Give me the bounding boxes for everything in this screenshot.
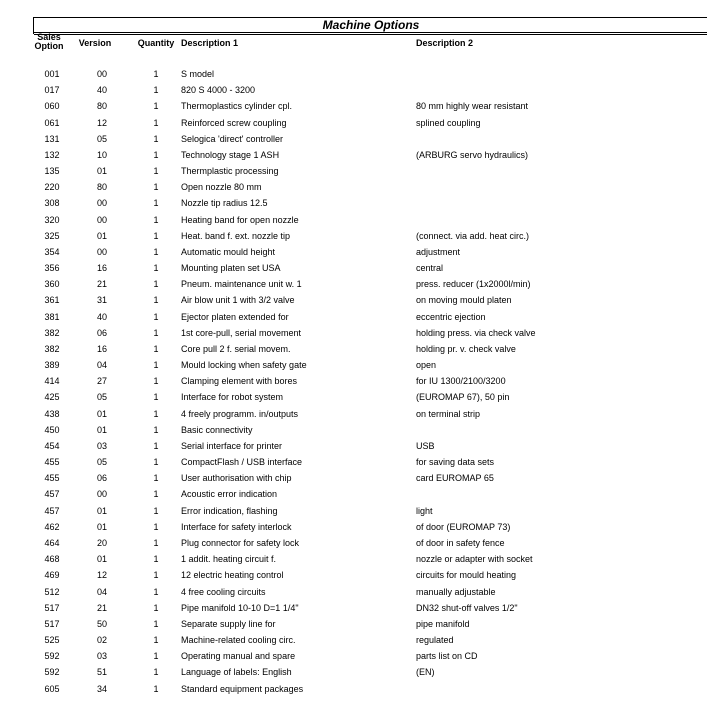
description-1-cell: S model: [181, 69, 215, 79]
table-row: [0, 535, 707, 551]
table-row: [0, 406, 707, 422]
page-title-text: Machine Options: [322, 18, 420, 32]
description-1-cell: Ejector platen extended for: [181, 311, 289, 322]
sales-option-cell: 308: [44, 198, 60, 209]
sales-option-cell: 325: [44, 230, 60, 241]
description-2-cell: (EN): [416, 667, 435, 678]
description-2-cell: press. reducer (1x2000l/min): [416, 279, 531, 290]
sales-option-cell: 517: [44, 618, 60, 629]
quantity-cell: 1: [153, 440, 159, 451]
version-cell: 80: [96, 101, 107, 112]
version-cell: 21: [96, 279, 107, 290]
description-2-cell: circuits for mould heating: [416, 570, 517, 581]
description-2-cell: light: [416, 505, 433, 516]
sales-option-cell: 354: [44, 246, 60, 257]
description-1-cell: Technology stage 1 ASH: [181, 149, 280, 160]
sales-option-cell: 382: [44, 327, 60, 338]
table-row: [0, 664, 707, 680]
description-1-cell: 4 freely programm. in/outputs: [181, 408, 299, 419]
version-cell: 04: [96, 360, 107, 371]
table-row: [0, 551, 707, 567]
sales-option-cell: 414: [44, 376, 60, 387]
table-row: [0, 115, 707, 131]
description-1-cell: Interface for robot system: [181, 392, 284, 403]
version-cell: 02: [96, 635, 107, 646]
version-cell: 01: [96, 166, 107, 177]
description-1-cell: 1st core-pull, serial movement: [181, 327, 302, 338]
description-1-cell: Mounting platen set USA: [181, 263, 281, 274]
version-cell: 01: [96, 424, 107, 435]
table-row: [0, 373, 707, 389]
version-cell: 00: [96, 214, 107, 225]
description-2-cell: open: [416, 360, 437, 371]
description-1-cell: Language of labels: English: [181, 667, 292, 678]
description-1-cell: Pneum. maintenance unit w. 1: [181, 279, 302, 290]
table-row: [0, 131, 707, 147]
quantity-cell: 1: [153, 683, 159, 694]
description-2-cell: DN32 shut-off valves 1/2": [416, 602, 518, 613]
table-row: [0, 66, 707, 82]
version-cell: 12: [96, 570, 107, 581]
description-1-cell: Operating manual and spare: [181, 651, 296, 662]
quantity-cell: 1: [153, 554, 159, 565]
table-row: [0, 244, 707, 260]
version-cell: 12: [96, 117, 107, 128]
description-2-cell: (ARBURG servo hydraulics): [416, 149, 529, 160]
description-1-cell: Separate supply line for: [181, 618, 276, 629]
sales-option-cell: 001: [44, 69, 60, 79]
quantity-cell: 1: [153, 149, 159, 160]
quantity-cell: 1: [153, 473, 159, 484]
quantity-cell: 1: [153, 311, 159, 322]
description-1-cell: Standard equipment packages: [181, 683, 304, 694]
quantity-cell: 1: [153, 230, 159, 241]
description-1-cell: Nozzle tip radius 12.5: [181, 198, 268, 209]
title-rule-top: [34, 32, 707, 33]
table-row: [0, 195, 707, 211]
version-cell: 20: [96, 537, 107, 548]
description-2-cell: central: [416, 263, 444, 274]
version-cell: 50: [96, 618, 107, 629]
description-2-cell: splined coupling: [416, 117, 481, 128]
header-description-2: Description 2: [416, 38, 474, 48]
version-cell: 10: [96, 149, 107, 160]
version-cell: 16: [96, 343, 107, 354]
version-cell: 04: [96, 586, 107, 597]
description-1-cell: 4 free cooling circuits: [181, 586, 266, 597]
description-1-cell: Basic connectivity: [181, 424, 253, 435]
description-1-cell: Interface for safety interlock: [181, 521, 292, 532]
table-row: [0, 470, 707, 486]
sales-option-cell: 438: [44, 408, 60, 419]
version-cell: 21: [96, 602, 107, 613]
description-1-cell: Plug connector for safety lock: [181, 537, 300, 548]
quantity-cell: 1: [153, 343, 159, 354]
sales-option-cell: 512: [44, 586, 60, 597]
sales-option-cell: 132: [44, 149, 60, 160]
version-cell: 27: [96, 376, 107, 387]
sales-option-cell: 135: [44, 166, 60, 177]
sales-option-cell: 361: [44, 295, 60, 306]
header-description-1: Description 1: [181, 38, 239, 48]
version-cell: 03: [96, 651, 107, 662]
table-row: [0, 292, 707, 308]
quantity-cell: 1: [153, 376, 159, 387]
sales-option-cell: 320: [44, 214, 60, 225]
sales-option-cell: 462: [44, 521, 60, 532]
sales-option-cell: 525: [44, 635, 60, 646]
table-row: [0, 147, 707, 163]
header-quantity: Quantity: [137, 38, 175, 48]
sales-option-cell: 464: [44, 537, 60, 548]
quantity-cell: 1: [153, 295, 159, 306]
quantity-cell: 1: [153, 263, 159, 274]
version-cell: 01: [96, 521, 107, 532]
quantity-cell: 1: [153, 521, 159, 532]
quantity-cell: 1: [153, 327, 159, 338]
description-1-cell: Error indication, flashing: [181, 505, 278, 516]
quantity-cell: 1: [153, 667, 159, 678]
sales-option-cell: 060: [44, 101, 60, 112]
sales-option-cell: 389: [44, 360, 60, 371]
description-2-cell: of door in safety fence: [416, 537, 505, 548]
description-2-cell: card EUROMAP 65: [416, 473, 494, 484]
description-1-cell: Thermoplastics cylinder cpl.: [181, 101, 293, 112]
sales-option-cell: 425: [44, 392, 60, 403]
table-row: [0, 584, 707, 600]
sales-option-cell: 017: [44, 85, 60, 96]
description-1-cell: Mould locking when safety gate: [181, 360, 307, 371]
description-2-cell: adjustment: [416, 246, 461, 257]
version-cell: 00: [96, 489, 107, 500]
table-row: [0, 325, 707, 341]
description-1-cell: Heating band for open nozzle: [181, 214, 299, 225]
description-2-cell: holding press. via check valve: [416, 327, 536, 338]
description-1-cell: 820 S 4000 - 3200: [181, 85, 256, 96]
quantity-cell: 1: [153, 392, 159, 403]
description-2-cell: of door (EUROMAP 73): [416, 521, 511, 532]
table-row: [0, 681, 707, 697]
table-row: [0, 163, 707, 179]
quantity-cell: 1: [153, 457, 159, 468]
description-2-cell: manually adjustable: [416, 586, 496, 597]
sales-option-cell: 131: [44, 133, 60, 144]
description-1-cell: Machine-related cooling circ.: [181, 635, 296, 646]
version-cell: 05: [96, 392, 107, 403]
title-rule-bottom: [34, 34, 707, 35]
description-1-cell: Thermplastic processing: [181, 166, 279, 177]
sales-option-cell: 356: [44, 263, 60, 274]
description-2-cell: on terminal strip: [416, 408, 481, 419]
description-1-cell: Open nozzle 80 mm: [181, 182, 262, 193]
quantity-cell: 1: [153, 651, 159, 662]
table-row: [0, 648, 707, 664]
table-row: [0, 82, 707, 98]
table-row: [0, 454, 707, 470]
quantity-cell: 1: [153, 570, 159, 581]
version-cell: 80: [96, 182, 107, 193]
version-cell: 31: [96, 295, 107, 306]
description-2-cell: (connect. via add. heat circ.): [416, 230, 530, 241]
table-row: [0, 228, 707, 244]
description-2-cell: eccentric ejection: [416, 311, 486, 322]
table-row: [0, 422, 707, 438]
table-row: [0, 438, 707, 454]
quantity-cell: 1: [153, 182, 159, 193]
table-row: [0, 309, 707, 325]
quantity-cell: 1: [153, 586, 159, 597]
version-cell: 01: [96, 408, 107, 419]
version-cell: 01: [96, 554, 107, 565]
version-cell: 01: [96, 505, 107, 516]
quantity-cell: 1: [153, 489, 159, 500]
table-row: [0, 276, 707, 292]
title-bar: [33, 17, 707, 34]
sales-option-cell: 382: [44, 343, 60, 354]
description-1-cell: Serial interface for printer: [181, 440, 283, 451]
quantity-cell: 1: [153, 618, 159, 629]
sales-option-cell: 450: [44, 424, 60, 435]
quantity-cell: 1: [153, 602, 159, 613]
version-cell: 01: [96, 230, 107, 241]
quantity-cell: 1: [153, 246, 159, 257]
quantity-cell: 1: [153, 214, 159, 225]
description-1-cell: Reinforced screw coupling: [181, 117, 287, 128]
options-table: [0, 66, 707, 697]
description-1-cell: Clamping element with bores: [181, 376, 298, 387]
header-sales-option: Sales Option: [34, 32, 64, 51]
version-cell: 16: [96, 263, 107, 274]
version-cell: 00: [96, 198, 107, 209]
version-cell: 00: [96, 69, 107, 79]
sales-option-cell: 220: [44, 182, 60, 193]
table-row: [0, 341, 707, 357]
table-row: [0, 600, 707, 616]
table-row: [0, 519, 707, 535]
sales-option-cell: 457: [44, 505, 60, 516]
quantity-cell: 1: [153, 360, 159, 371]
description-1-cell: Automatic mould height: [181, 246, 276, 257]
table-row: [0, 179, 707, 195]
description-2-cell: on moving mould platen: [416, 295, 512, 306]
description-1-cell: Acoustic error indication: [181, 489, 278, 500]
quantity-cell: 1: [153, 424, 159, 435]
sales-option-cell: 061: [44, 117, 60, 128]
table-row: [0, 616, 707, 632]
description-1-cell: 12 electric heating control: [181, 570, 284, 581]
quantity-cell: 1: [153, 279, 159, 290]
quantity-cell: 1: [153, 69, 159, 79]
table-row: [0, 98, 707, 114]
description-1-cell: User authorisation with chip: [181, 473, 292, 484]
version-cell: 40: [96, 311, 107, 322]
description-2-cell: USB: [416, 440, 435, 451]
quantity-cell: 1: [153, 408, 159, 419]
description-2-cell: 80 mm highly wear resistant: [416, 101, 529, 112]
version-cell: 05: [96, 457, 107, 468]
description-1-cell: Air blow unit 1 with 3/2 valve: [181, 295, 295, 306]
version-cell: 51: [96, 667, 107, 678]
sales-option-cell: 455: [44, 457, 60, 468]
quantity-cell: 1: [153, 166, 159, 177]
table-row: [0, 260, 707, 276]
sales-option-cell: 469: [44, 570, 60, 581]
sales-option-cell: 381: [44, 311, 60, 322]
description-1-cell: CompactFlash / USB interface: [181, 457, 303, 468]
description-2-cell: nozzle or adapter with socket: [416, 554, 533, 565]
version-cell: 03: [96, 440, 107, 451]
description-1-cell: 1 addit. heating circuit f.: [181, 554, 277, 565]
quantity-cell: 1: [153, 117, 159, 128]
version-cell: 00: [96, 246, 107, 257]
sales-option-cell: 605: [44, 683, 60, 694]
description-2-cell: (EUROMAP 67), 50 pin: [416, 392, 510, 403]
table-row: [0, 357, 707, 373]
description-1-cell: Selogica 'direct' controller: [181, 133, 283, 144]
quantity-cell: 1: [153, 85, 159, 96]
sales-option-cell: 455: [44, 473, 60, 484]
table-row: [0, 389, 707, 405]
quantity-cell: 1: [153, 505, 159, 516]
sales-option-cell: 454: [44, 440, 60, 451]
table-row: [0, 632, 707, 648]
version-cell: 05: [96, 133, 107, 144]
description-2-cell: regulated: [416, 635, 454, 646]
description-2-cell: parts list on CD: [416, 651, 478, 662]
sales-option-cell: 592: [44, 667, 60, 678]
version-cell: 40: [96, 85, 107, 96]
page-title: [34, 19, 707, 32]
version-cell: 06: [96, 327, 107, 338]
quantity-cell: 1: [153, 133, 159, 144]
description-2-cell: pipe manifold: [416, 618, 470, 629]
description-1-cell: Heat. band f. ext. nozzle tip: [181, 230, 291, 241]
sales-option-cell: 517: [44, 602, 60, 613]
table-row: [0, 486, 707, 502]
header-version: Version: [78, 38, 112, 48]
version-cell: 06: [96, 473, 107, 484]
sales-option-cell: 468: [44, 554, 60, 565]
table-row: [0, 567, 707, 583]
sales-option-cell: 592: [44, 651, 60, 662]
quantity-cell: 1: [153, 537, 159, 548]
sales-option-cell: 360: [44, 279, 60, 290]
quantity-cell: 1: [153, 198, 159, 209]
description-2-cell: holding pr. v. check valve: [416, 343, 516, 354]
quantity-cell: 1: [153, 101, 159, 112]
sales-option-cell: 457: [44, 489, 60, 500]
version-cell: 34: [96, 683, 107, 694]
description-2-cell: for IU 1300/2100/3200: [416, 376, 506, 387]
quantity-cell: 1: [153, 635, 159, 646]
table-row: [0, 212, 707, 228]
description-2-cell: for saving data sets: [416, 457, 495, 468]
description-1-cell: Pipe manifold 10-10 D=1 1/4": [181, 602, 299, 613]
table-row: [0, 503, 707, 519]
description-1-cell: Core pull 2 f. serial movem.: [181, 343, 291, 354]
